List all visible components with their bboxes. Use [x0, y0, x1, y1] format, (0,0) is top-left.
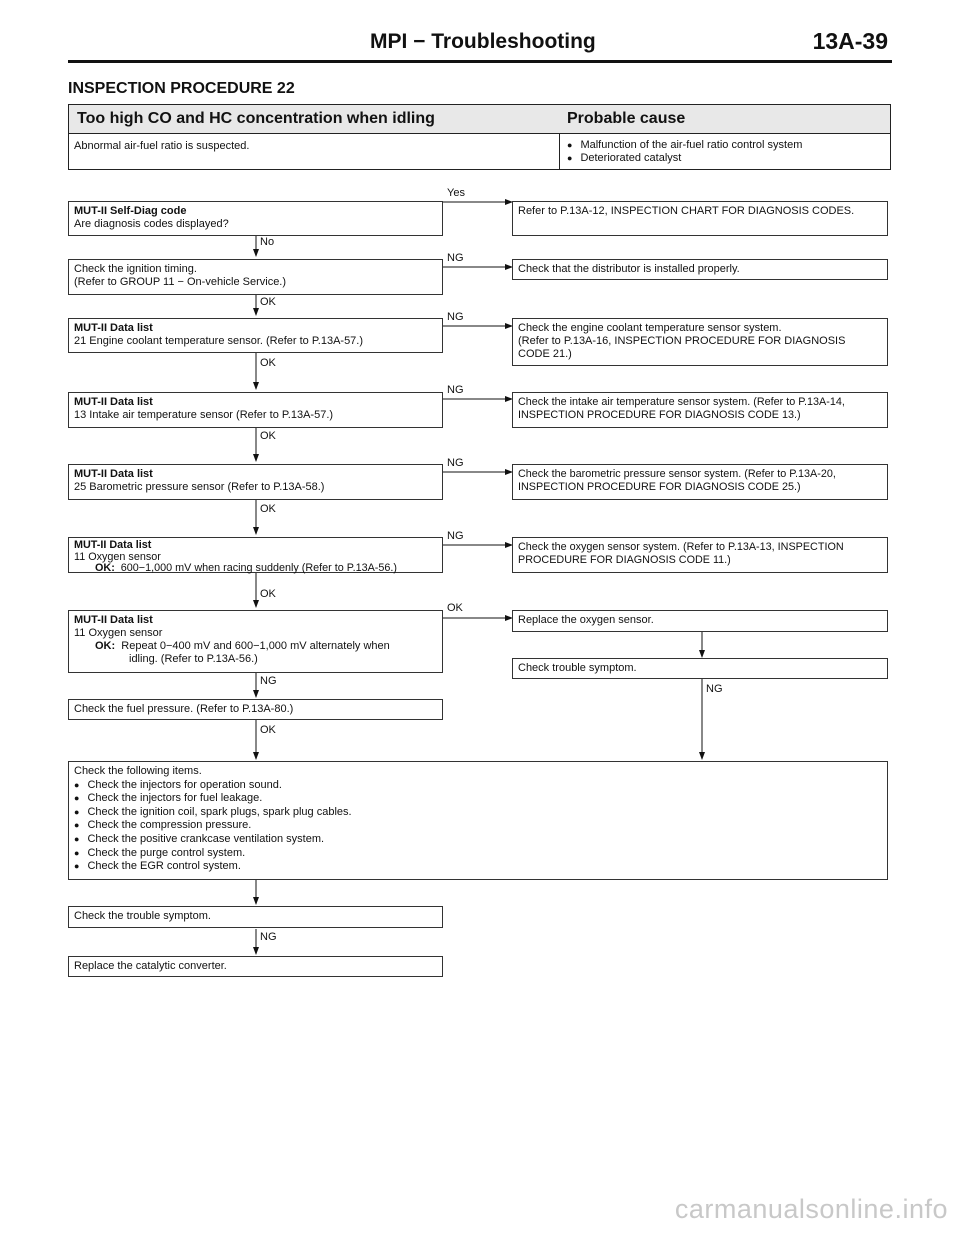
procedure-title: INSPECTION PROCEDURE 22	[68, 80, 295, 97]
list-item: ● Check the compression pressure.	[74, 819, 882, 833]
result-text: Refer to P.13A-12, INSPECTION CHART FOR DIAGNOSIS CODES.	[518, 205, 855, 217]
result-coolant-system	[512, 318, 888, 366]
step-title: MUT-II Data list	[74, 396, 153, 408]
step-coolant-temp	[68, 318, 443, 353]
ok-label: OK	[260, 724, 276, 736]
step-replace-catalytic	[68, 956, 443, 977]
step-intake-air-temp	[68, 392, 443, 428]
step-title: MUT-II Data list	[74, 614, 153, 626]
step-oxygen-idling	[68, 610, 443, 673]
result-text: Check the barometric pressure sensor system. (Refer to P.13A-20,	[518, 468, 836, 480]
result-oxygen-system	[512, 537, 888, 573]
result-text: Check the intake air temperature sensor system. (Refer to P.13A-14,	[518, 396, 845, 408]
step-title: MUT-II Data list	[74, 322, 153, 334]
ng-label: NG	[260, 675, 277, 687]
ng-label: NG	[447, 457, 464, 469]
ok-label: OK	[260, 588, 276, 600]
result-text: INSPECTION PROCEDURE FOR DIAGNOSIS CODE 25.)	[518, 481, 801, 493]
step-text: 25 Barometric pressure sensor (Refer to P.13A-58.)	[74, 481, 325, 493]
step-text: Check the trouble symptom.	[74, 910, 211, 922]
step-text: Are diagnosis codes displayed?	[74, 218, 229, 230]
ok-text: idling. (Refer to P.13A-56.)	[129, 653, 258, 665]
list-item: ● Check the injectors for fuel leakage.	[74, 792, 882, 806]
step-title: Check the following items.	[74, 765, 202, 777]
watermark: carmanualsonline.info	[674, 1194, 948, 1224]
step-title: MUT-II Data list	[74, 539, 152, 551]
step-text: (Refer to GROUP 11 − On-vehicle Service.)	[74, 276, 287, 288]
ok-criteria	[74, 640, 390, 652]
ok-text: Repeat 0−400 mV and 600−1,000 mV alternately when	[121, 640, 390, 652]
step-check-trouble-symptom	[68, 906, 443, 928]
result-diag-chart	[512, 201, 888, 236]
ok-key: OK:	[95, 640, 116, 652]
step-title: MUT-II Data list	[74, 468, 153, 480]
no-label: No	[260, 236, 275, 248]
result-text: Check trouble symptom.	[518, 662, 637, 674]
result-text: Replace the oxygen sensor.	[518, 614, 654, 626]
result-replace-oxygen	[512, 610, 888, 632]
step-text: 13 Intake air temperature sensor (Refer to P.13A-57.)	[74, 409, 334, 421]
ng-label: NG	[447, 384, 464, 396]
yes-label: Yes	[447, 187, 465, 199]
ng-label: NG	[706, 683, 723, 695]
result-text: Check the engine coolant temperature sensor system.	[518, 322, 782, 334]
result-intake-air-system	[512, 392, 888, 428]
list-item: ● Check the ignition coil, spark plugs, spark plug cables.	[74, 806, 882, 820]
result-distributor	[512, 259, 888, 280]
step-barometric	[68, 464, 443, 500]
page-header-title: MPI − Troubleshooting	[370, 30, 596, 53]
step-fuel-pressure	[68, 699, 443, 720]
ok-key: OK:	[95, 562, 115, 574]
ok-criteria	[74, 562, 397, 574]
ok-label: OK	[260, 296, 276, 308]
step-ignition-timing	[68, 259, 443, 295]
step-text: Check the fuel pressure. (Refer to P.13A-80.)	[74, 703, 294, 715]
list-item: ● Check the EGR control system.	[74, 860, 882, 874]
result-barometric-system	[512, 464, 888, 500]
page-number: 13A-39	[812, 28, 888, 54]
result-text: Check that the distributor is installed properly.	[518, 263, 740, 275]
ng-label: NG	[260, 931, 277, 943]
result-text: (Refer to P.13A-16, INSPECTION PROCEDURE FOR DIAGNOSIS	[518, 335, 846, 347]
step-check-trouble	[512, 658, 888, 679]
list-item: ● Check the purge control system.	[74, 847, 882, 861]
step-text: 11 Oxygen sensor	[74, 627, 163, 639]
ok-label: OK	[260, 503, 276, 515]
ng-label: NG	[447, 530, 464, 542]
step-text: 21 Engine coolant temperature sensor. (Refer to P.13A-57.)	[74, 335, 364, 347]
result-text: PROCEDURE FOR DIAGNOSIS CODE 11.)	[518, 554, 731, 566]
step-text: Replace the catalytic converter.	[74, 960, 227, 972]
cause-item: ● Deteriorated catalyst	[567, 152, 802, 165]
step-text: 11 Oxygen sensor	[74, 550, 161, 563]
ok-text: 600−1,000 mV when racing suddenly (Refer to P.13A-56.)	[120, 562, 397, 574]
probable-cause-header: Probable cause	[567, 110, 686, 127]
result-text: Check the oxygen sensor system. (Refer to P.13A-13, INSPECTION	[518, 541, 844, 553]
ok-label: OK	[260, 430, 276, 442]
step-oxygen-racing	[68, 537, 443, 573]
ok-label: OK	[260, 357, 276, 369]
list-item: ● Check the injectors for operation sound.	[74, 779, 882, 793]
cause-item: ● Malfunction of the air-fuel ratio control system	[567, 139, 802, 152]
symptom-text: Abnormal air-fuel ratio is suspected.	[74, 140, 250, 152]
result-text: INSPECTION PROCEDURE FOR DIAGNOSIS CODE 13.)	[518, 409, 801, 421]
result-text: CODE 21.)	[518, 348, 572, 360]
symptom-header: Too high CO and HC concentration when idling	[77, 110, 435, 127]
ng-label: NG	[447, 252, 464, 264]
step-self-diag	[68, 201, 443, 236]
list-item: ● Check the positive crankcase ventilation system.	[74, 833, 882, 847]
ng-label: NG	[447, 311, 464, 323]
step-text: Check the ignition timing.	[74, 263, 197, 275]
step-title: MUT-II Self-Diag code	[74, 205, 187, 217]
step-check-items	[68, 761, 888, 880]
ok-label: OK	[447, 602, 463, 614]
